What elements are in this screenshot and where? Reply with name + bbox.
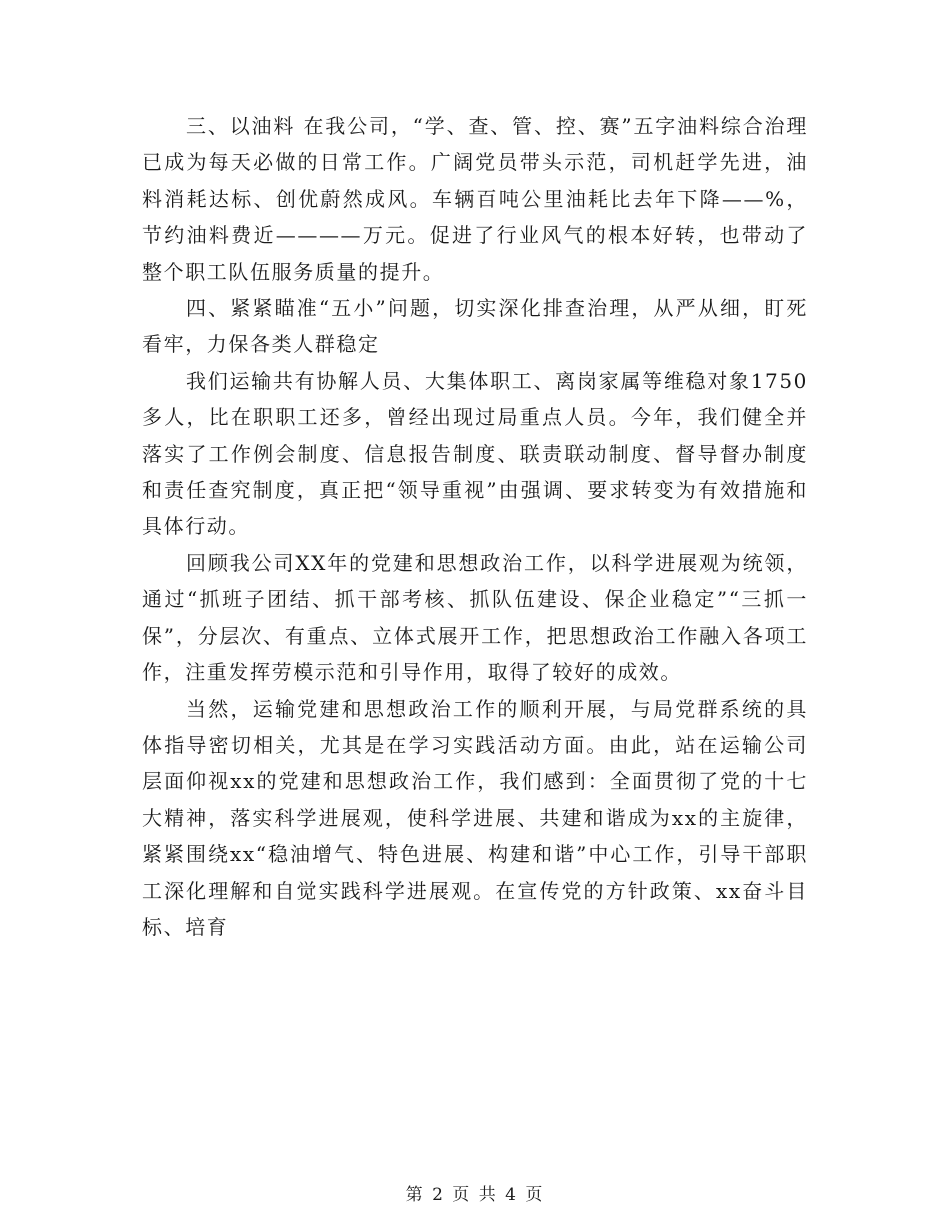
paragraph-heading-five-small: 四、紧紧瞄准“五小”问题，切实深化排查治理，从严从细，盯死看牢，力保各类人群稳定 bbox=[142, 296, 808, 357]
footer-suffix: 页 bbox=[525, 1185, 545, 1205]
paragraph-review: 回顾我公司XX年的党建和思想政治工作，以科学进展观为统领，通过“抓班子团结、抓干部考核、抓队伍建设、保企业稳定”“三抓一保”，分层次、有重点、立体式展开工作，把思想政治工作融入各项工作，注重发挥劳模示范和引导作用，取得了较好的成效。 bbox=[142, 550, 808, 685]
paragraph-stability: 我们运输共有协解人员、大集体职工、离岗家属等维稳对象1750多人，比在职职工还多，曾经出现过局重点人员。今年，我们健全并落实了工作例会制度、信息报告制度、联责联动制度、督导督办制度和责任查究制度，真正把“领导重视”由强调、要求转变为有效措施和具体行动。 bbox=[142, 368, 808, 539]
footer-middle: 页 共 bbox=[452, 1185, 498, 1205]
paragraph-conclusion: 当然，运输党建和思想政治工作的顺利开展，与局党群系统的具体指导密切相关，尤其是在学习实践活动方面。由此，站在运输公司层面仰视xx的党建和思想政治工作，我们感到：全面贯彻了党的十七大精神，落实科学进展观，使科学进展、共建和谐成为xx的主旋律，紧紧围绕xx“稳油增气、特色进展、构建和谐”中心工作，引导干部职工深化理解和自觉实践科学进展观。在宣传党的方针政策、xx奋斗目标、培育 bbox=[142, 696, 808, 939]
footer-page-number: 2 bbox=[432, 1185, 445, 1205]
footer-prefix: 第 bbox=[405, 1185, 425, 1205]
paragraph-oil-management: 三、以油料 在我公司，“学、查、管、控、赛”五字油料综合治理已成为每天必做的日常工作。广阔党员带头示范，司机赶学先进，油料消耗达标、创优蔚然成风。车辆百吨公里油耗比去年下降——%，节约油料费近————万元。促进了行业风气的根本好转，也带动了整个职工队伍服务质量的提升。 bbox=[142, 114, 808, 284]
footer-total-pages: 4 bbox=[505, 1185, 518, 1205]
document-body bbox=[142, 108, 808, 945]
page-footer bbox=[0, 1180, 950, 1205]
